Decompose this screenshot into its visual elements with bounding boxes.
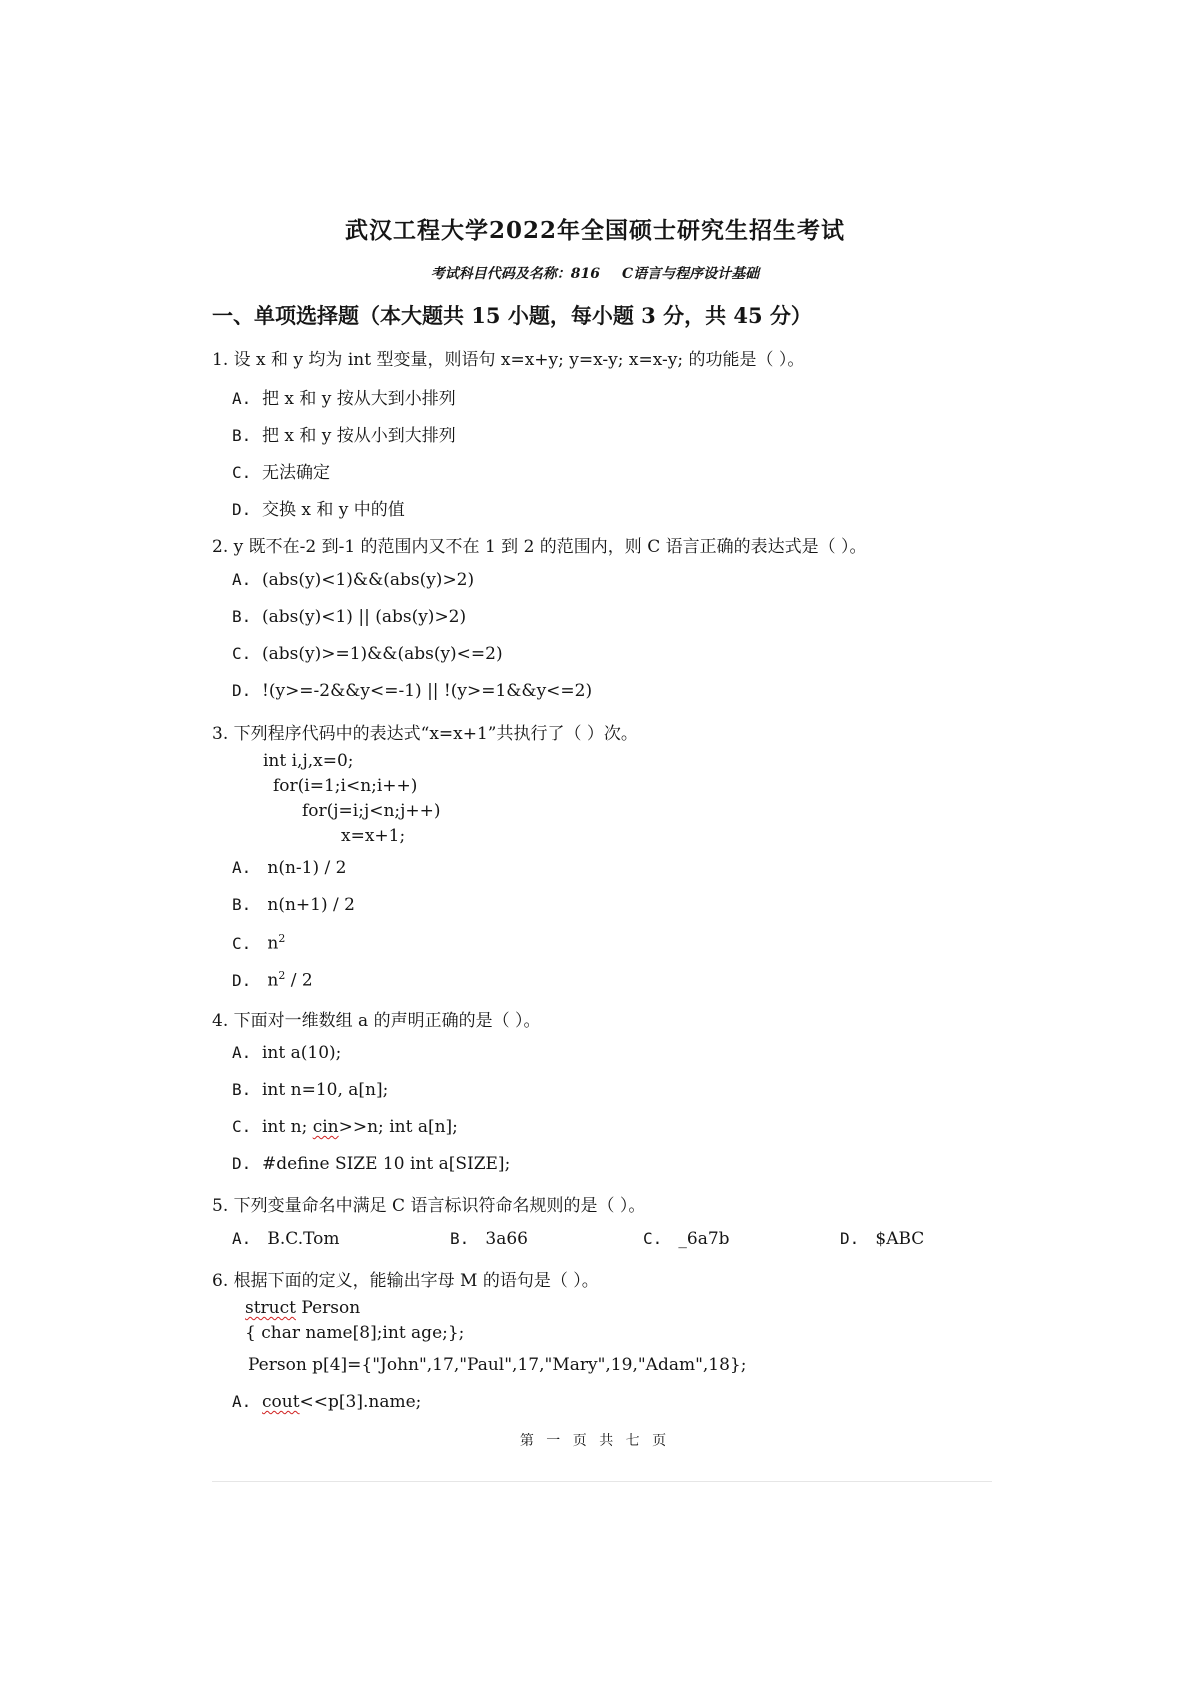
question-2-option-a: A. (abs(y)<1)&&(abs(y)>2)	[232, 570, 475, 590]
question-2-stem: 2. y 既不在-2 到-1 的范围内又不在 1 到 2 的范围内，则 C 语言正确的表达式是（ ）。	[212, 537, 867, 557]
question-4-option-b: B. int n=10, a[n];	[232, 1080, 389, 1100]
question-3-option-b: B. n(n+1) / 2	[232, 895, 355, 915]
spellcheck-underline: cout	[262, 1392, 300, 1412]
question-4-option-d: D. #define SIZE 10 int a[SIZE];	[232, 1154, 511, 1174]
question-3-option-c: C. $n^2$	[232, 932, 286, 954]
question-4-stem: 4. 下面对一维数组 a 的声明正确的是（ ）。	[212, 1011, 541, 1031]
question-1-option-a: A. 把 x 和 y 按从大到小排列	[232, 389, 456, 409]
page-number: 第 一 页 共 七 页	[519, 1433, 671, 1449]
question-1-stem: 1. 设 x 和 y 均为 int 型变量，则语句 x=x+y; y=x-y; x=x-y; 的功能是（ ）。	[212, 350, 805, 370]
question-2-option-b: B. (abs(y)<1) || (abs(y)>2)	[232, 607, 467, 627]
page-divider	[212, 1481, 992, 1482]
question-3-option-d: D. $n^2 / 2$	[232, 969, 313, 991]
question-4-option-a: A. int a(10);	[232, 1043, 342, 1063]
question-5-option-a: A. B.C.Tom	[232, 1229, 340, 1249]
question-2-option-d: D. !(y>=-2&&y<=-1) || !(y>=1&&y<=2)	[232, 681, 593, 701]
question-6-option-a: A. cout<<p[3].name;	[232, 1392, 422, 1412]
question-5-option-b: B. 3a66	[450, 1229, 528, 1249]
question-3-code-line-1: int i,j,x=0;	[263, 751, 354, 771]
question-6-code-line-3: Person p[4]={"John",17,"Paul",17,"Mary",19,"Adam",18};	[248, 1355, 747, 1375]
question-3-code-line-2: for(i=1;i<n;i++)	[273, 776, 418, 796]
question-6-code-line-2: { char name[8];int age;};	[245, 1323, 465, 1343]
question-3-stem: 3. 下列程序代码中的表达式“x=x+1”共执行了（ ）次。	[212, 724, 638, 744]
question-3-code-line-4: x=x+1;	[341, 826, 406, 846]
question-6-code-line-1: struct Person	[245, 1298, 361, 1318]
question-5-option-c: C. _6a7b	[643, 1229, 730, 1249]
section-heading: 一、单项选择题（本大题共 15 小题，每小题 3 分，共 45 分）	[212, 303, 812, 328]
subject-code-label: 考试科目代码及名称：816	[430, 266, 601, 282]
question-3-option-a: A. n(n-1) / 2	[232, 858, 347, 878]
exam-title: 武汉工程大学2022年全国硕士研究生招生考试	[344, 217, 845, 244]
question-5-stem: 5. 下列变量命名中满足 C 语言标识符命名规则的是（ ）。	[212, 1196, 646, 1216]
question-1-option-d: D. 交换 x 和 y 中的值	[232, 500, 405, 520]
question-3-code-line-3: for(j=i;j<n;j++)	[302, 801, 441, 821]
question-1-option-b: B. 把 x 和 y 按从小到大排列	[232, 426, 456, 446]
spellcheck-underline: struct	[245, 1298, 296, 1318]
exam-subject	[0, 263, 1190, 283]
question-4-option-c: C. int n; cin>>n; int a[n];	[232, 1117, 458, 1137]
question-2-option-c: C. (abs(y)>=1)&&(abs(y)<=2)	[232, 644, 503, 664]
spellcheck-underline: cin	[312, 1117, 339, 1137]
subject-name: C语言与程序设计基础	[622, 266, 760, 282]
question-1-option-c: C. 无法确定	[232, 463, 330, 483]
question-5-option-d: D. $ABC	[840, 1229, 925, 1249]
question-6-stem: 6. 根据下面的定义，能输出字母 M 的语句是（ ）。	[212, 1271, 599, 1291]
